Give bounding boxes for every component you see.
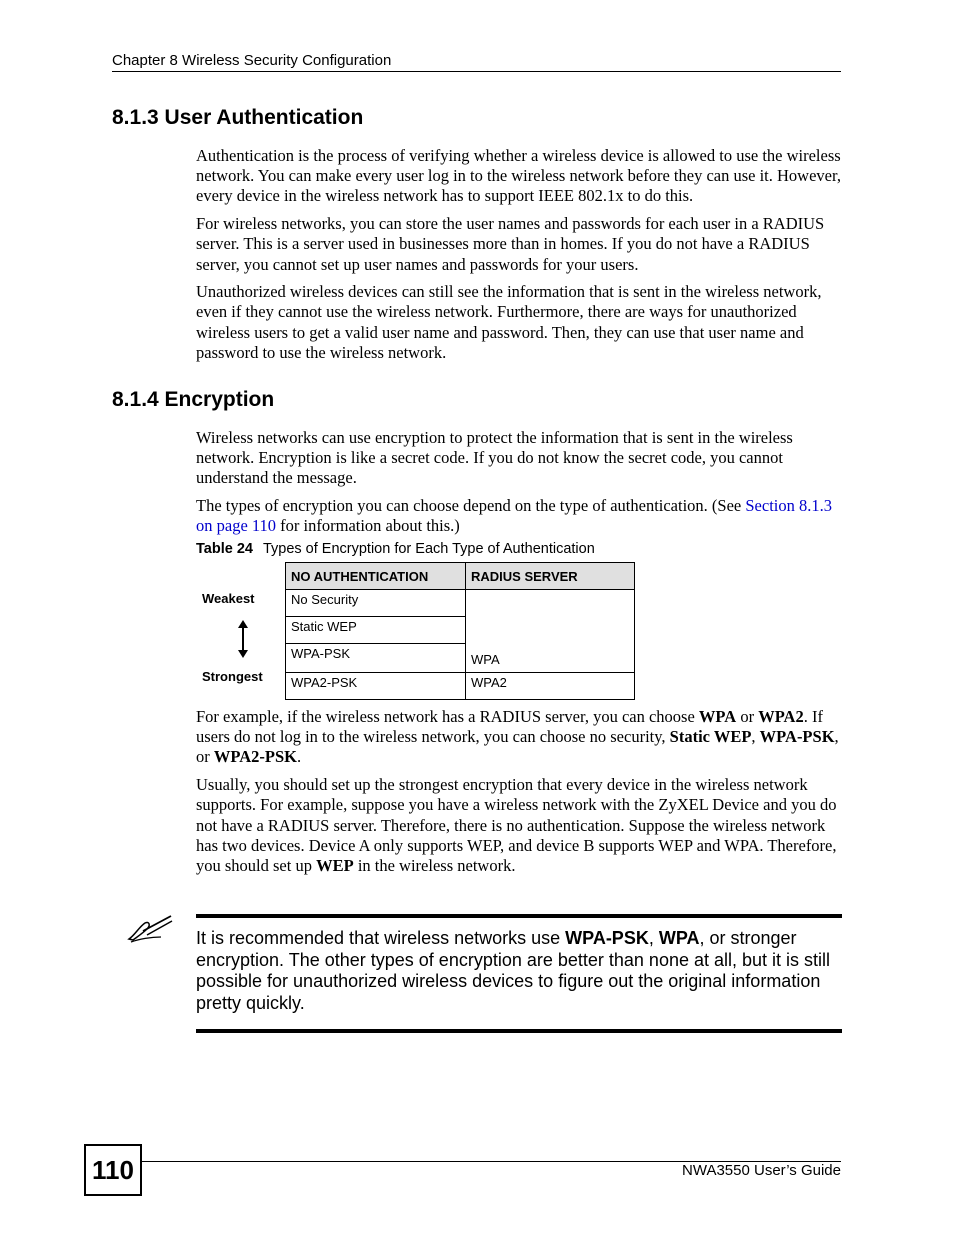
paragraph: Usually, you should set up the strongest encryption that every device in the wireless network supports. For example, suppose you have a wireless network with the ZyXEL Device and you do not have a RADIUS server. Therefore, there is no authentication. Suppose the wireless network has two devices. Device A only supports WEP, and device B supports WEP and WPA. Therefore, you should set up WEP in the wireless network. xyxy=(196,775,837,875)
note-bottom-rule xyxy=(196,1029,842,1033)
weakest-label: Weakest xyxy=(202,591,255,606)
running-header xyxy=(112,52,841,72)
table-cell: WPA xyxy=(466,590,635,673)
paragraph: Unauthorized wireless devices can still see the information that is sent in the wireless network, even if they cannot use the wireless network. Furthermore, there are ways for unauthorized wireless users to get a valid user name and password. Then, they can use that user name and password to use the wireless network. xyxy=(196,282,822,362)
strongest-label: Strongest xyxy=(202,669,263,684)
table-caption-text: Types of Encryption for Each Type of Authentication xyxy=(262,541,595,557)
table-cell: WPA2 xyxy=(466,673,635,700)
section-cross-reference-link[interactable]: Section 8.1.3 on page 110 xyxy=(196,496,832,536)
table-caption-label: Table 24 xyxy=(196,541,253,557)
paragraph: For example, if the wireless network has a RADIUS server, you can choose WPA or WPA2. If users do not log in to the wireless network, you can choose no security, Static WEP, WPA-PSK, or WPA2-PSK. xyxy=(196,707,839,767)
note-text: It is recommended that wireless networks use WPA-PSK, WPA, or stronger encryption. The other types of encryption are better than none at all, but it is still possible for unauthorized wireless devices to figure out the original information pretty quickly. xyxy=(196,928,831,1014)
section-814-body xyxy=(196,428,842,544)
paragraph: Authentication is the process of verifying whether a wireless device is allowed to use the wireless network. You can make every user log in to the wireless network before they can use it. However, every device in the wireless network has to support IEEE 802.1x to do this. xyxy=(196,146,841,206)
double-arrow-icon xyxy=(236,620,250,658)
note-pencil-icon xyxy=(125,913,173,945)
section-heading-user-authentication: 8.1.3 User Authentication xyxy=(112,106,364,129)
paragraph: Wireless networks can use encryption to protect the information that is sent in the wireless network. Encryption is like a secret code. If you do not know the secret code, you cannot understand the message. xyxy=(196,428,793,488)
page-number: 110 xyxy=(84,1144,142,1196)
paragraph: The types of encryption you can choose depend on the type of authentication. (See Section 8.1.3 on page 110 for information about this.) xyxy=(196,496,832,536)
column-header-radius-server: RADIUS SERVER xyxy=(466,563,635,590)
note-top-rule xyxy=(196,914,842,918)
guide-title: NWA3550 User’s Guide xyxy=(682,1162,841,1179)
table-cell: WPA-PSK xyxy=(286,644,466,673)
after-table-body xyxy=(196,707,842,884)
paragraph: For wireless networks, you can store the user names and passwords for each user in a RADIUS server. This is a server used in businesses more than in homes. If you do not have a RADIUS server, you cannot set up user names and passwords for your users. xyxy=(196,214,825,274)
table-row xyxy=(286,673,635,700)
chapter-title: Chapter 8 Wireless Security Configuration xyxy=(112,52,392,69)
table-cell: WPA2-PSK xyxy=(286,673,466,700)
table-row xyxy=(286,590,635,617)
encryption-types-table xyxy=(285,562,635,700)
section-heading-encryption: 8.1.4 Encryption xyxy=(112,388,275,411)
section-813-body xyxy=(196,146,842,371)
table-cell: Static WEP xyxy=(286,617,466,644)
column-header-no-authentication: NO AUTHENTICATION xyxy=(286,563,466,590)
table-caption xyxy=(196,541,595,557)
table-cell: No Security xyxy=(286,590,466,617)
table-header-row xyxy=(286,563,635,590)
